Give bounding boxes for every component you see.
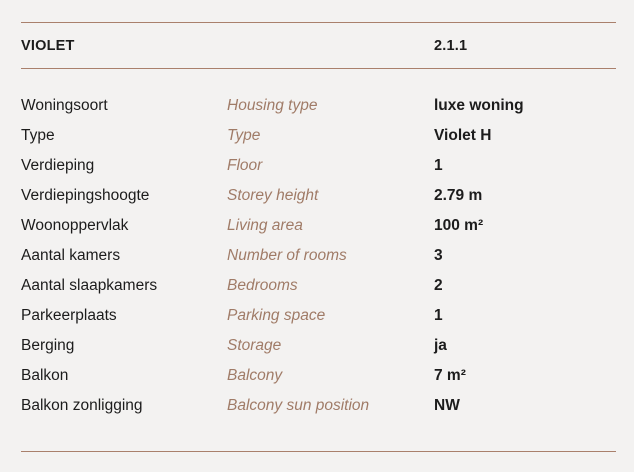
spec-label-en: Balcony sun position bbox=[227, 397, 370, 414]
spec-label-nl: Parkeerplaats bbox=[21, 307, 117, 324]
spec-label-nl: Woonoppervlak bbox=[21, 217, 129, 234]
spec-label-en: Floor bbox=[227, 157, 263, 174]
spec-row-number-of-rooms bbox=[21, 247, 616, 277]
spec-row-storage bbox=[21, 337, 616, 367]
unit-spec-sheet bbox=[21, 0, 616, 472]
spec-label-nl: Type bbox=[21, 127, 55, 144]
spec-label-en: Storey height bbox=[227, 187, 319, 204]
spec-row-balcony-sun-position bbox=[21, 397, 616, 427]
spec-label-en: Type bbox=[227, 127, 261, 144]
spec-value: Violet H bbox=[434, 127, 492, 144]
spec-label-nl: Verdieping bbox=[21, 157, 95, 174]
spec-value: 2 bbox=[434, 277, 443, 294]
spec-label-nl: Aantal slaapkamers bbox=[21, 277, 158, 294]
spec-label-en: Number of rooms bbox=[227, 247, 347, 264]
spec-label-en: Balcony bbox=[227, 367, 283, 384]
spec-label-en: Storage bbox=[227, 337, 282, 354]
spec-row-type bbox=[21, 127, 616, 157]
spec-value: 2.79 m bbox=[434, 187, 483, 204]
spec-label-en: Parking space bbox=[227, 307, 326, 324]
spec-value: 7 m² bbox=[434, 367, 466, 384]
spec-row-floor bbox=[21, 157, 616, 187]
spec-value: luxe woning bbox=[434, 97, 524, 114]
spec-row-bedrooms bbox=[21, 277, 616, 307]
spec-value: 1 bbox=[434, 157, 443, 174]
spec-value: 100 m² bbox=[434, 217, 484, 234]
header-divider bbox=[21, 68, 616, 69]
spec-value: NW bbox=[434, 397, 460, 414]
spec-label-nl: Aantal kamers bbox=[21, 247, 121, 264]
top-divider bbox=[21, 22, 616, 23]
spec-table bbox=[21, 97, 616, 427]
unit-name: VIOLET bbox=[21, 38, 75, 54]
spec-row-living-area bbox=[21, 217, 616, 247]
spec-label-nl: Berging bbox=[21, 337, 75, 354]
spec-label-nl: Woningsoort bbox=[21, 97, 108, 114]
spec-label-en: Living area bbox=[227, 217, 303, 234]
spec-row-parking-space bbox=[21, 307, 616, 337]
spec-value: 1 bbox=[434, 307, 443, 324]
bottom-divider bbox=[21, 451, 616, 452]
spec-value: ja bbox=[434, 337, 447, 354]
spec-label-en: Housing type bbox=[227, 97, 318, 114]
spec-value: 3 bbox=[434, 247, 443, 264]
unit-header bbox=[21, 38, 616, 58]
spec-label-nl: Balkon zonligging bbox=[21, 397, 143, 414]
spec-row-balcony bbox=[21, 367, 616, 397]
spec-label-nl: Verdiepingshoogte bbox=[21, 187, 150, 204]
spec-label-en: Bedrooms bbox=[227, 277, 298, 294]
spec-label-nl: Balkon bbox=[21, 367, 69, 384]
spec-row-housing-type bbox=[21, 97, 616, 127]
spec-row-storey-height bbox=[21, 187, 616, 217]
unit-code: 2.1.1 bbox=[434, 38, 468, 54]
